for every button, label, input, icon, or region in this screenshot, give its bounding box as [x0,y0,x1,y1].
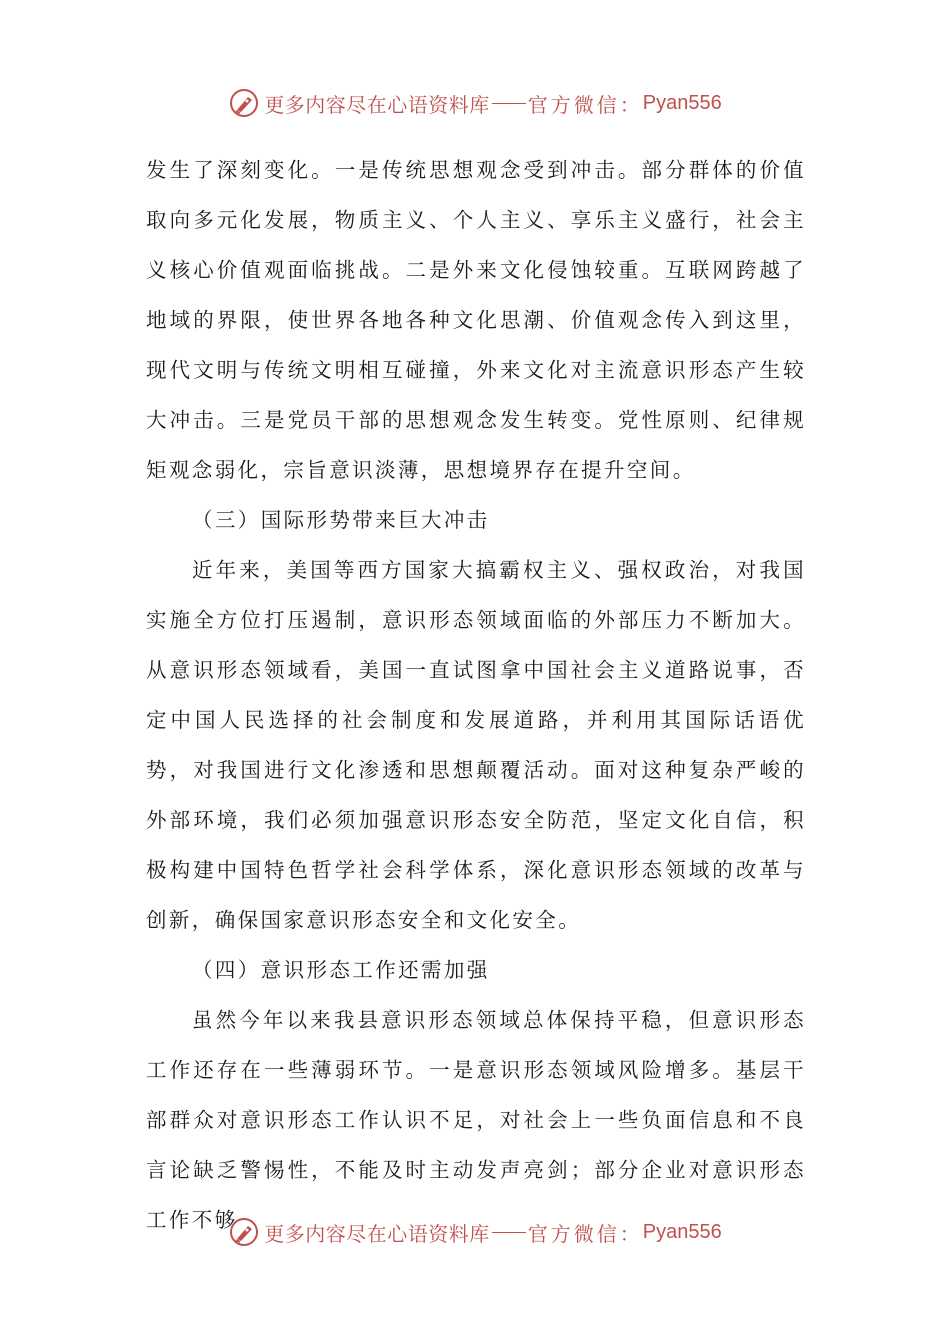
document-body [146,145,806,1245]
watermark-wechat-label: 官方微信： [527,1221,643,1246]
paragraph-work-needs: 虽然今年以来我县意识形态领域总体保持平稳，但意识形态工作还存在一些薄弱环节。一是意识形态领域风险增多。基层干部群众对意识形态工作认识不足，对社会上一些负面信息和不良言论缺乏警惕性，不能及时主动发声亮剑；部分企业对意识形态工作不够 [146,1008,806,1232]
header-watermark [0,83,950,123]
footer-watermark [0,1212,950,1252]
section-heading-3: （三）国际形势带来巨大冲击 [192,508,490,532]
watermark-text: 更多内容尽在心语资料库 [264,1221,490,1246]
pen-nib-logo-icon [228,87,260,119]
watermark-dash [492,1232,526,1233]
watermark-wechat-id: Pyan556 [642,1220,722,1243]
watermark-dash [492,103,526,104]
paragraph-international: 近年来，美国等西方国家大搞霸权主义、强权政治，对我国实施全方位打压遏制，意识形态领域面临的外部压力不断加大。从意识形态领域看，美国一直试图拿中国社会主义道路说事，否定中国人民选择的社会制度和发展道路，并利用其国际话语优势，对我国进行文化渗透和思想颠覆活动。面对这种复杂严峻的外部环境，我们必须加强意识形态安全防范，坚定文化自信，积极构建中国特色哲学社会科学体系，深化意识形态领域的改革与创新，确保国家意识形态安全和文化安全。 [146,558,806,932]
section-heading-4: （四）意识形态工作还需加强 [192,958,490,982]
watermark-text: 更多内容尽在心语资料库 [264,92,490,117]
watermark-wechat-label: 官方微信： [527,92,643,117]
paragraph-continued: 发生了深刻变化。一是传统思想观念受到冲击。部分群体的价值取向多元化发展，物质主义、个人主义、享乐主义盛行，社会主义核心价值观面临挑战。二是外来文化侵蚀较重。互联网跨越了地域的界限，使世界各地各种文化思潮、价值观念传入到这里，现代文明与传统文明相互碰撞，外来文化对主流意识形态产生较大冲击。三是党员干部的思想观念发生转变。党性原则、纪律规矩观念弱化，宗旨意识淡薄，思想境界存在提升空间。 [146,158,806,482]
pen-nib-logo-icon [228,1216,260,1248]
watermark-wechat-id: Pyan556 [642,91,722,114]
